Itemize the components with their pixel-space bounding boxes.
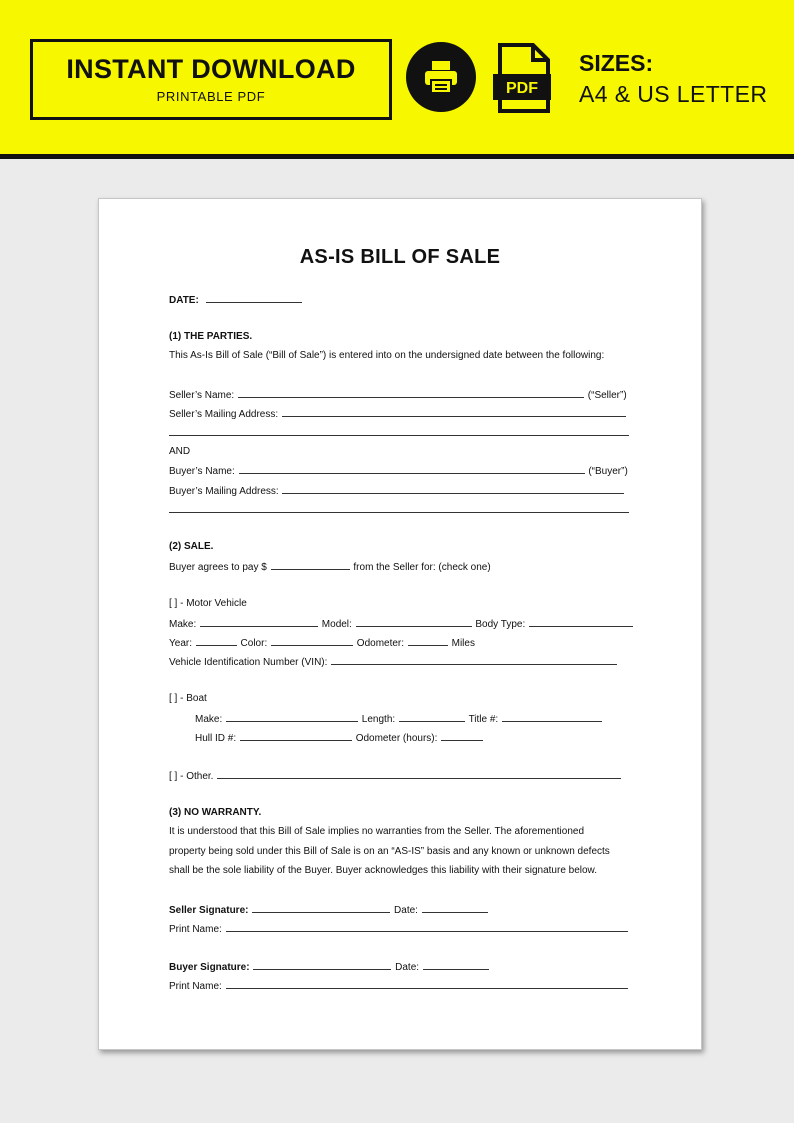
odometer-label: Odometer:: [356, 638, 405, 649]
sale-text-a: Buyer agrees to pay $: [169, 562, 267, 573]
hull-blank: [240, 731, 352, 741]
seller-signature-blank: [252, 903, 390, 913]
seller-print-name-blank: [226, 922, 628, 932]
other-label: [ ] - Other.: [169, 771, 214, 782]
year-blank: [196, 636, 237, 646]
and-label: AND: [169, 446, 191, 457]
sale-text-b: from the Seller for: (check one): [353, 562, 491, 573]
seller-sig-date-blank: [422, 903, 488, 913]
buyer-name-label: Buyer’s Name:: [169, 466, 235, 477]
bill-of-sale-page: [98, 198, 702, 1050]
other-line: [169, 769, 622, 783]
seller-name-label: Seller’s Name:: [169, 390, 235, 401]
odometer-blank: [408, 636, 448, 646]
seller-print-name-label: Print Name:: [169, 924, 222, 935]
seller-suffix: (“Seller”): [587, 390, 627, 401]
boat-make-blank: [226, 712, 358, 722]
miles-label: Miles: [451, 638, 475, 649]
year-label: Year:: [169, 638, 192, 649]
title-no-label: Title #:: [468, 714, 499, 725]
warranty-heading: (3) NO WARRANTY.: [169, 807, 262, 818]
buyer-address-label: Buyer’s Mailing Address:: [169, 486, 279, 497]
warranty-line-3: shall be the sole liability of the Buyer. Buyer acknowledges this liability with their signature below.: [169, 865, 598, 876]
buyer-sig-date-blank: [423, 960, 489, 970]
pdf-file-icon: [492, 42, 554, 119]
buyer-signature-blank: [253, 960, 391, 970]
body-type-label: Body Type:: [475, 619, 526, 630]
seller-print-name-line: [169, 922, 629, 936]
seller-address-line: [169, 407, 627, 421]
buyer-print-name-line: [169, 979, 629, 993]
title-no-blank: [502, 712, 602, 722]
buyer-address-blank: [282, 484, 624, 494]
vehicle-year-line: [169, 636, 475, 650]
length-blank: [399, 712, 465, 722]
buyer-print-name-label: Print Name:: [169, 981, 222, 992]
parties-heading: (1) THE PARTIES.: [169, 331, 253, 342]
buyer-address-line: [169, 484, 625, 498]
sale-text-line: [169, 560, 491, 574]
buyer-signature-line: [169, 960, 490, 974]
sizes-value: A4 & US LETTER: [579, 81, 768, 107]
vin-line: [169, 655, 618, 669]
hull-label: Hull ID #:: [195, 733, 237, 744]
seller-address-blank-2: [169, 435, 629, 436]
boat-make-line: [195, 712, 603, 726]
boat-option: [ ] - Boat: [169, 693, 207, 704]
model-label: Model:: [321, 619, 352, 630]
sale-heading: (2) SALE.: [169, 541, 214, 552]
vin-blank: [331, 655, 617, 665]
vehicle-make-line: [169, 617, 634, 631]
buyer-sig-date-label: Date:: [395, 962, 420, 973]
boat-make-label: Make:: [195, 714, 223, 725]
seller-address-label: Seller’s Mailing Address:: [169, 409, 279, 420]
sizes-title: SIZES:: [579, 50, 654, 76]
buyer-signature-label: Buyer Signature:: [169, 962, 250, 973]
hull-line: [195, 731, 484, 745]
motor-vehicle-option: [ ] - Motor Vehicle: [169, 598, 247, 609]
promo-banner: [0, 0, 794, 159]
sizes-info: [579, 50, 767, 108]
body-type-blank: [529, 617, 633, 627]
buyer-address-blank-2: [169, 512, 629, 513]
color-label: Color:: [240, 638, 268, 649]
pdf-label: PDF: [506, 80, 538, 97]
make-blank: [200, 617, 318, 627]
date-blank: [206, 293, 302, 303]
parties-text: This As-Is Bill of Sale (“Bill of Sale”) is entered into on the undersigned date between the following:: [169, 350, 605, 361]
model-blank: [356, 617, 472, 627]
download-subtitle: PRINTABLE PDF: [156, 89, 266, 104]
vin-label: Vehicle Identification Number (VIN):: [169, 657, 328, 668]
length-label: Length:: [361, 714, 396, 725]
seller-name-line: [169, 388, 627, 402]
date-label: DATE:: [169, 295, 199, 306]
buyer-print-name-blank: [226, 979, 628, 989]
buyer-name-line: [169, 464, 628, 478]
odometer-hours-blank: [441, 731, 483, 741]
download-title: INSTANT DOWNLOAD: [66, 54, 356, 84]
seller-name-blank: [238, 388, 584, 398]
buyer-suffix: (“Buyer”): [588, 466, 628, 477]
printer-icon: [406, 42, 476, 112]
buyer-name-blank: [239, 464, 585, 474]
warranty-line-2: property being sold under this Bill of Sale is on an “AS-IS” basis and any known or unknown defects: [169, 846, 610, 857]
instant-download-box: [30, 39, 392, 120]
seller-signature-label: Seller Signature:: [169, 905, 249, 916]
seller-signature-line: [169, 903, 489, 917]
other-blank: [217, 769, 621, 779]
date-line: [169, 293, 303, 307]
color-blank: [271, 636, 353, 646]
seller-sig-date-label: Date:: [394, 905, 418, 916]
price-blank: [271, 560, 350, 570]
document-title: AS-IS BILL OF SALE: [299, 246, 501, 268]
odometer-hours-label: Odometer (hours):: [355, 733, 438, 744]
make-label: Make:: [169, 619, 197, 630]
warranty-line-1: It is understood that this Bill of Sale implies no warranties from the Seller. The aforementioned: [169, 826, 585, 837]
seller-address-blank: [282, 407, 626, 417]
